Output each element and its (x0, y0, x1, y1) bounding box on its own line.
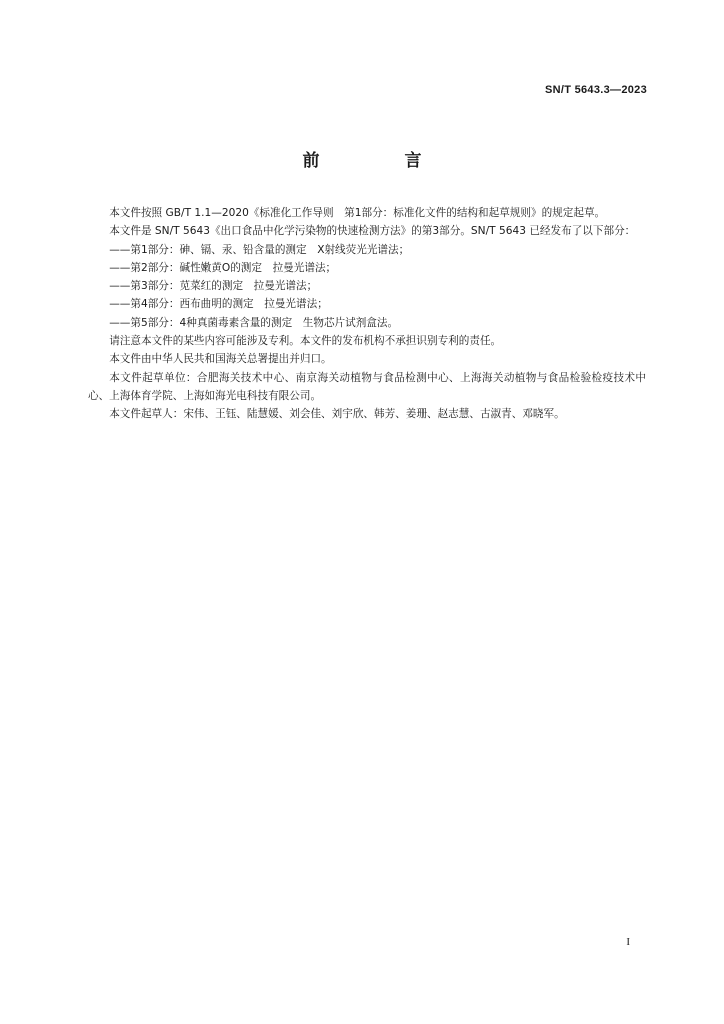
paragraph-proposer: 本文件由中华人民共和国海关总署提出并归口。 (109, 353, 332, 366)
paragraph-drafting-rules: 本文件按照 GB/T 1.1—2020《标准化工作导则 第1部分：标准化文件的结构和起草规则》的规定起草。 (109, 207, 606, 219)
list-item: ——第5部分：4种真菌毒素含量的测定 生物芯片试剂盒法。 (109, 316, 399, 329)
page-number: I (626, 936, 630, 948)
paragraph-patent-notice: 请注意本文件的某些内容可能涉及专利。本文件的发布机构不承担识别专利的责任。 (109, 335, 502, 348)
page-title: 前 言 (302, 151, 456, 171)
list-item: ——第3部分：苋菜红的测定 拉曼光谱法； (109, 280, 318, 293)
paragraph-drafters: 本文件起草人：宋伟、王钰、陆慧媛、刘会佳、刘宇欣、韩芳、姜珊、赵志慧、古淑青、邓晓军。 (109, 408, 565, 421)
paragraph-series-intro: 本文件是 SN/T 5643《出口食品中化学污染物的快速检测方法》的第3部分。SN/T 5643 已经发布了以下部分： (109, 225, 636, 238)
document-code: SN/T 5643.3—2023 (544, 84, 647, 96)
list-item: ——第4部分：西布曲明的测定 拉曼光谱法； (109, 298, 328, 311)
foreword-body (88, 204, 646, 424)
list-item: ——第1部分：砷、镉、汞、铅含量的测定 X射线荧光光谱法； (109, 243, 410, 256)
paragraph-drafting-units: 本文件起草单位：合肥海关技术中心、南京海关动植物与食品检测中心、上海海关动植物与食品检验检疫技术中心、上海体育学院、上海如海光电科技有限公司。 (88, 371, 646, 402)
parts-list (88, 241, 646, 332)
list-item: ——第2部分：碱性嫩黄O的测定 拉曼光谱法； (109, 261, 337, 274)
